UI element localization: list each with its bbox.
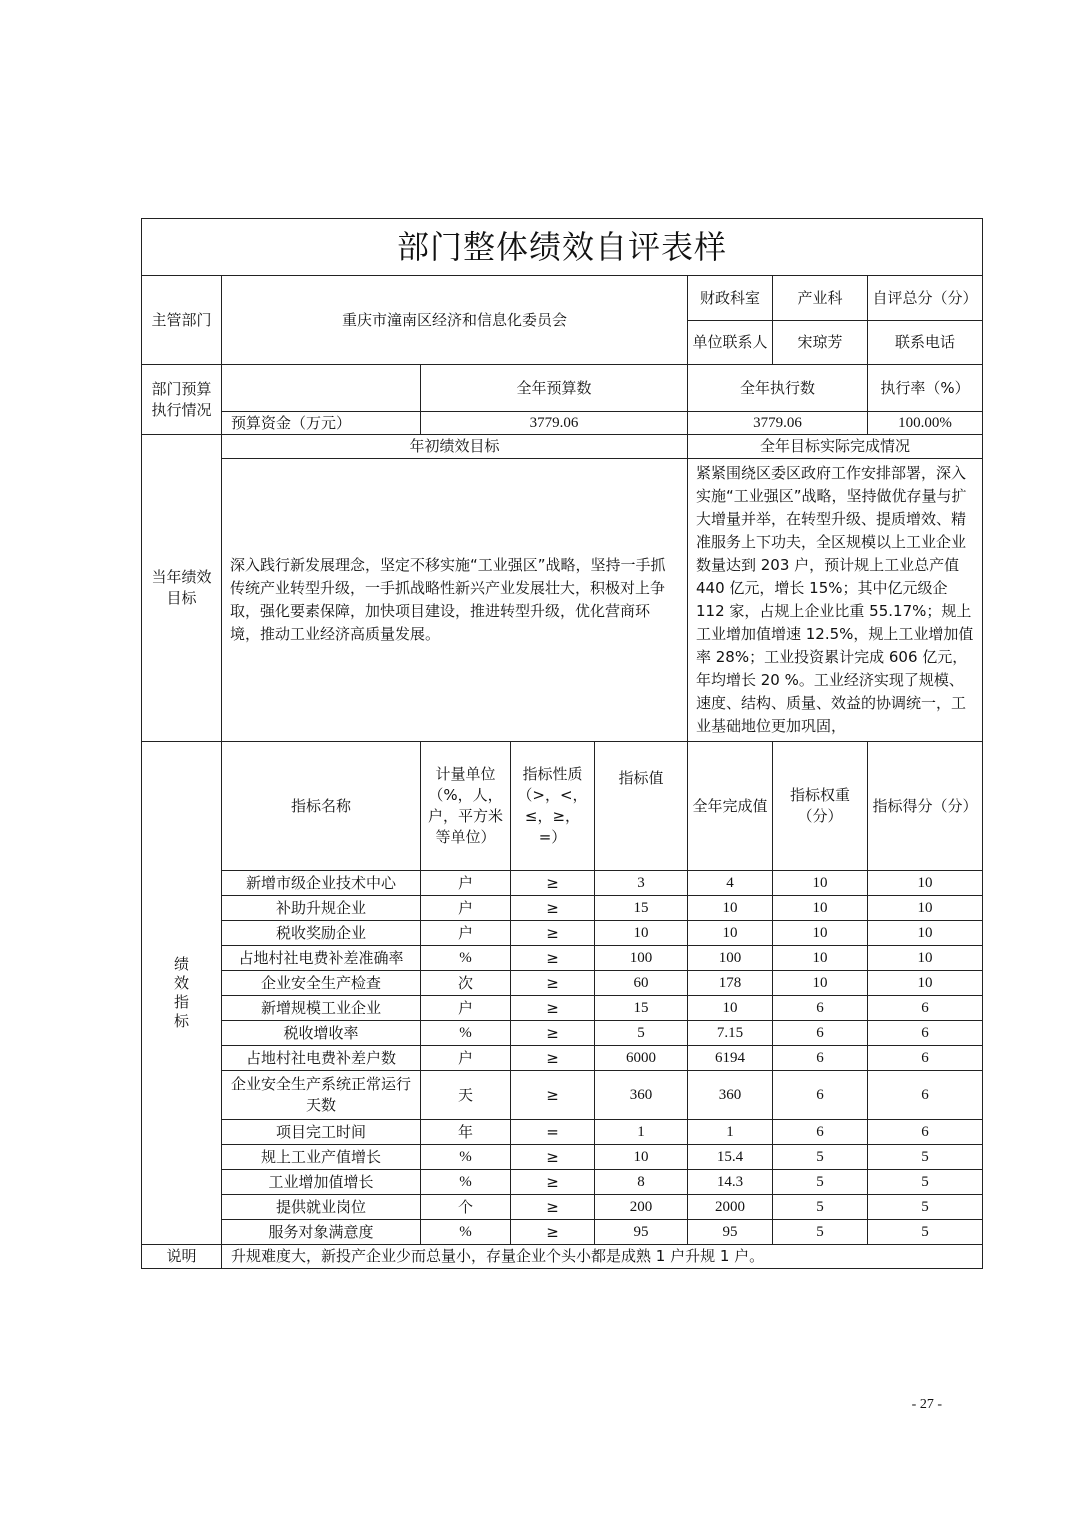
indicator-complete: 95 [688, 1220, 773, 1245]
note-label: 说明 [142, 1245, 222, 1269]
indicator-weight: 6 [773, 1120, 868, 1145]
indicator-target: 15 [595, 896, 688, 921]
indicator-weight: 10 [773, 946, 868, 971]
dept-label: 主管部门 [142, 276, 222, 365]
indicator-score: 6 [868, 1120, 983, 1145]
indicator-name: 企业安全生产检查 [222, 971, 421, 996]
table-row [142, 1071, 983, 1120]
table-row [142, 946, 983, 971]
table-row [142, 896, 983, 921]
page-number: - 27 - [911, 1397, 942, 1412]
indicator-target: 60 [595, 971, 688, 996]
indicator-unit: 户 [421, 1046, 511, 1071]
indicator-weight: 5 [773, 1220, 868, 1245]
annual-exec-value: 3779.06 [688, 412, 868, 435]
indicator-unit: % [421, 946, 511, 971]
initial-goal-text: 深入践行新发展理念，坚定不移实施“工业强区”战略，坚持一手抓传统产业转型升级，一手抓战略性新兴产业发展壮大，积极对上争取，强化要素保障，加快项目建设，推进转型升级，优化营商环境，推动工业经济高质量发展。 [222, 459, 688, 742]
indicator-score: 6 [868, 1021, 983, 1046]
exec-rate-header: 执行率（%） [868, 365, 983, 412]
actual-goal-header: 全年目标实际完成情况 [688, 435, 983, 459]
indicator-nature: ≥ [511, 871, 595, 896]
indicator-complete: 7.15 [688, 1021, 773, 1046]
indicator-score: 6 [868, 1046, 983, 1071]
indicator-unit: 户 [421, 996, 511, 1021]
score-label: 自评总分（分） [868, 276, 983, 321]
indicator-score: 10 [868, 896, 983, 921]
indicator-score: 6 [868, 996, 983, 1021]
indicator-complete: 10 [688, 996, 773, 1021]
indicator-weight: 6 [773, 1046, 868, 1071]
indicator-name: 占地村社电费补差准确率 [222, 946, 421, 971]
table-row [142, 1120, 983, 1145]
exec-rate-value: 100.00% [868, 412, 983, 435]
indicator-score: 5 [868, 1195, 983, 1220]
indicator-complete: 14.3 [688, 1170, 773, 1195]
indicator-name: 提供就业岗位 [222, 1195, 421, 1220]
contact-label: 单位联系人 [688, 321, 773, 365]
indicator-name: 规上工业产值增长 [222, 1145, 421, 1170]
indicator-score: 10 [868, 946, 983, 971]
annual-exec-header: 全年执行数 [688, 365, 868, 412]
performance-evaluation-table [141, 218, 983, 1269]
indicator-nature: ≥ [511, 1195, 595, 1220]
indicator-complete: 15.4 [688, 1145, 773, 1170]
table-row [142, 1021, 983, 1046]
indicator-target: 8 [595, 1170, 688, 1195]
indicator-unit: 户 [421, 896, 511, 921]
note-text: 升规难度大，新投产企业少而总量小，存量企业个头小都是成熟 1 户升规 1 户。 [222, 1245, 983, 1269]
indicator-name: 税收奖励企业 [222, 921, 421, 946]
initial-goal-header: 年初绩效目标 [222, 435, 688, 459]
contact-value: 宋琼芳 [773, 321, 868, 365]
indicator-complete: 6194 [688, 1046, 773, 1071]
table-row [142, 1145, 983, 1170]
indicator-nature: = [511, 1120, 595, 1145]
indicator-nature: ≥ [511, 921, 595, 946]
indicator-complete: 10 [688, 896, 773, 921]
indicator-target: 3 [595, 871, 688, 896]
indicator-weight: 6 [773, 996, 868, 1021]
budget-section-label: 部门预算执行情况 [142, 365, 222, 435]
indicator-target: 6000 [595, 1046, 688, 1071]
col-unit: 计量单位（%，人，户，平方米等单位） [421, 742, 511, 871]
indicator-score: 5 [868, 1170, 983, 1195]
dept-value: 重庆市潼南区经济和信息化委员会 [222, 276, 688, 365]
col-nature: 指标性质（>，<，≤，≥，=） [511, 742, 595, 871]
indicator-nature: ≥ [511, 1046, 595, 1071]
indicator-nature: ≥ [511, 996, 595, 1021]
indicator-weight: 10 [773, 896, 868, 921]
indicator-nature: ≥ [511, 1071, 595, 1120]
indicator-unit: 次 [421, 971, 511, 996]
indicator-target: 1 [595, 1120, 688, 1145]
table-row [142, 921, 983, 946]
indicator-weight: 5 [773, 1195, 868, 1220]
finance-label: 财政科室 [688, 276, 773, 321]
indicator-unit: 户 [421, 921, 511, 946]
budget-row-label: 预算资金（万元） [222, 412, 421, 435]
annual-budget-value: 3779.06 [421, 412, 688, 435]
indicator-weight: 10 [773, 871, 868, 896]
col-weight: 指标权重（分） [773, 742, 868, 871]
table-row [142, 1170, 983, 1195]
indicator-score: 10 [868, 871, 983, 896]
indicator-score: 6 [868, 1071, 983, 1120]
indicator-unit: % [421, 1170, 511, 1195]
indicator-name: 新增市级企业技术中心 [222, 871, 421, 896]
indicator-target: 10 [595, 1145, 688, 1170]
indicator-unit: % [421, 1220, 511, 1245]
indicator-target: 5 [595, 1021, 688, 1046]
indicator-unit: 户 [421, 871, 511, 896]
budget-empty-cell [222, 365, 421, 412]
table-row [142, 1220, 983, 1245]
indicator-name: 服务对象满意度 [222, 1220, 421, 1245]
indicator-nature: ≥ [511, 946, 595, 971]
col-target: 指标值 [595, 742, 688, 871]
indicator-unit: 年 [421, 1120, 511, 1145]
indicator-nature: ≥ [511, 896, 595, 921]
indicator-weight: 5 [773, 1145, 868, 1170]
indicator-target: 95 [595, 1220, 688, 1245]
indicator-weight: 10 [773, 921, 868, 946]
form-title: 部门整体绩效自评表样 [142, 219, 983, 276]
indicator-nature: ≥ [511, 1021, 595, 1046]
col-score: 指标得分（分） [868, 742, 983, 871]
indicator-nature: ≥ [511, 971, 595, 996]
indicator-score: 5 [868, 1220, 983, 1245]
indicator-nature: ≥ [511, 1220, 595, 1245]
indicator-target: 360 [595, 1071, 688, 1120]
indicator-unit: 个 [421, 1195, 511, 1220]
table-row [142, 996, 983, 1021]
indicator-score: 10 [868, 971, 983, 996]
indicator-target: 15 [595, 996, 688, 1021]
indicator-weight: 6 [773, 1071, 868, 1120]
indicator-score: 5 [868, 1145, 983, 1170]
indicator-complete: 2000 [688, 1195, 773, 1220]
indicators-section-label: 绩效指标 [142, 742, 222, 1245]
indicator-weight: 6 [773, 1021, 868, 1046]
phone-label: 联系电话 [868, 321, 983, 365]
indicator-name: 工业增加值增长 [222, 1170, 421, 1195]
indicator-complete: 10 [688, 921, 773, 946]
indicator-unit: % [421, 1021, 511, 1046]
finance-value: 产业科 [773, 276, 868, 321]
indicator-name: 补助升规企业 [222, 896, 421, 921]
indicator-name: 企业安全生产系统正常运行天数 [222, 1071, 421, 1120]
indicator-complete: 178 [688, 971, 773, 996]
annual-budget-header: 全年预算数 [421, 365, 688, 412]
indicator-name: 新增规模工业企业 [222, 996, 421, 1021]
indicator-weight: 5 [773, 1170, 868, 1195]
indicator-target: 10 [595, 921, 688, 946]
table-row [142, 971, 983, 996]
indicator-target: 100 [595, 946, 688, 971]
goals-section-label: 当年绩效目标 [142, 435, 222, 742]
indicator-complete: 360 [688, 1071, 773, 1120]
indicator-name: 项目完工时间 [222, 1120, 421, 1145]
indicator-complete: 1 [688, 1120, 773, 1145]
table-row [142, 1046, 983, 1071]
indicator-weight: 10 [773, 971, 868, 996]
col-complete: 全年完成值 [688, 742, 773, 871]
actual-goal-text: 紧紧围绕区委区政府工作安排部署，深入实施“工业强区”战略，坚持做优存量与扩大增量并举，在转型升级、提质增效、精准服务上下功夫，全区规模以上工业企业数量达到 203 户，预计规上工业总产值 440 亿元，增长 15%；其中亿元级企 112 家，占规上企业比重 55.17%；规上工业增加值增速 12.5%，规上工业增加值率 28%；工业投资累计完成 606 亿元，年均增长 20 %。工业经济实现了规模、速度、结构、质量、效益的协调统一，工业基础地位更加巩固， [688, 459, 983, 742]
indicator-score: 10 [868, 921, 983, 946]
indicator-complete: 4 [688, 871, 773, 896]
indicator-name: 税收增收率 [222, 1021, 421, 1046]
col-indicator-name: 指标名称 [222, 742, 421, 871]
table-row [142, 1195, 983, 1220]
indicator-unit: % [421, 1145, 511, 1170]
indicator-unit: 天 [421, 1071, 511, 1120]
indicator-nature: ≥ [511, 1170, 595, 1195]
table-row [142, 871, 983, 896]
indicator-nature: ≥ [511, 1145, 595, 1170]
indicator-name: 占地村社电费补差户数 [222, 1046, 421, 1071]
indicator-target: 200 [595, 1195, 688, 1220]
indicator-complete: 100 [688, 946, 773, 971]
